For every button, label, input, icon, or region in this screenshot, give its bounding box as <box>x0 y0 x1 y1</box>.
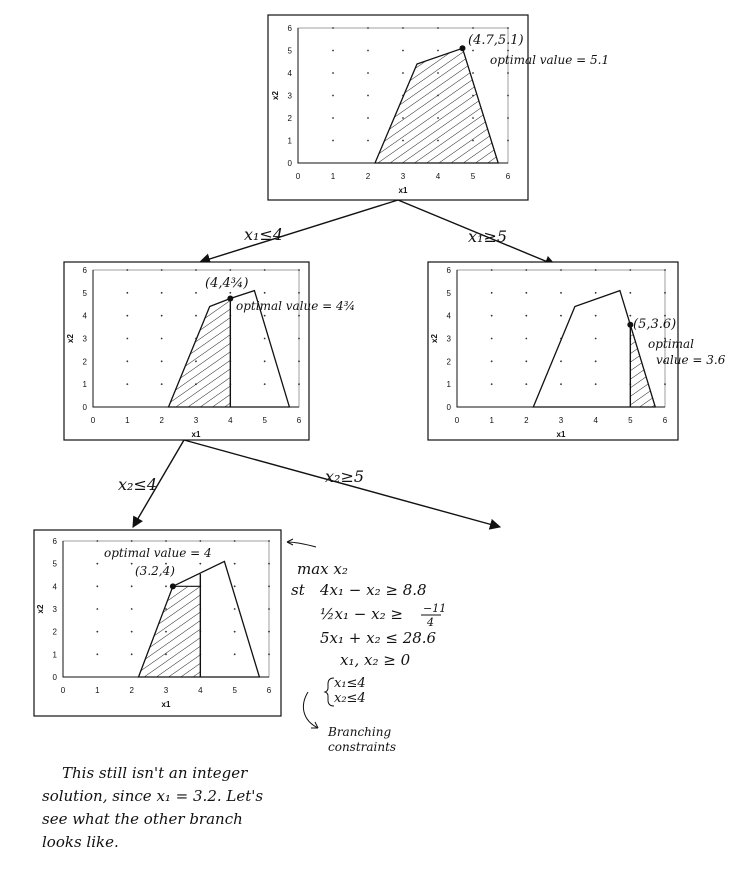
lattice-dot <box>96 608 98 610</box>
x-axis-label: x1 <box>191 430 201 439</box>
lattice-dot <box>491 315 493 317</box>
branch-label-root-left: x₁≤4 <box>244 225 284 244</box>
lattice-dot <box>234 653 236 655</box>
lattice-dot <box>161 360 163 362</box>
lattice-dot <box>491 383 493 385</box>
y-tick-label: 6 <box>82 266 87 275</box>
lattice-dot <box>264 292 266 294</box>
y-tick-label: 5 <box>287 46 292 56</box>
lattice-dot <box>298 383 300 385</box>
branching-note-line-2: constraints <box>328 740 397 754</box>
lattice-dot <box>525 292 527 294</box>
lattice-dot <box>161 315 163 317</box>
lattice-dot <box>96 585 98 587</box>
x-axis-label: x1 <box>161 700 171 709</box>
y-tick-label: 1 <box>52 650 57 660</box>
model-objective: max x₂ <box>297 560 348 578</box>
x-tick-label: 4 <box>593 416 598 425</box>
lattice-dot <box>367 72 369 74</box>
lattice-dot <box>264 383 266 385</box>
lattice-dot <box>264 360 266 362</box>
x-tick-label: 2 <box>129 686 134 695</box>
y-axis-label: x2 <box>430 334 439 343</box>
lattice-dot <box>229 292 231 294</box>
branching-constraint-2: x₂≤4 <box>334 691 366 706</box>
x-tick-label: 2 <box>365 172 371 181</box>
lattice-dot <box>268 608 270 610</box>
x-tick-label: 2 <box>524 416 529 425</box>
lattice-dot <box>332 27 334 29</box>
lattice-dot <box>595 338 597 340</box>
chart-left-point-label: (4,4¾) <box>205 276 249 291</box>
lattice-dot <box>96 631 98 633</box>
y-tick-label: 3 <box>82 334 87 344</box>
branching-note-line-1: Branching <box>328 725 392 739</box>
y-tick-label: 0 <box>446 403 451 412</box>
lattice-dot <box>595 269 597 271</box>
y-tick-label: 6 <box>287 24 292 33</box>
lattice-dot <box>268 540 270 542</box>
lattice-dot <box>131 563 133 565</box>
x-tick-label: 6 <box>505 172 511 181</box>
x-tick-label: 3 <box>558 416 564 425</box>
chart-root-point-label: (4.7,5.1) <box>468 33 524 48</box>
lattice-dot <box>367 27 369 29</box>
x-tick-label: 4 <box>198 686 203 695</box>
y-tick-label: 1 <box>82 380 87 390</box>
lattice-dot <box>560 315 562 317</box>
lattice-dot <box>131 585 133 587</box>
y-tick-label: 2 <box>446 357 451 367</box>
lattice-dot <box>402 50 404 52</box>
lattice-dot <box>507 27 509 29</box>
x-tick-label: 5 <box>262 416 267 425</box>
lattice-dot <box>332 140 334 142</box>
y-tick-label: 5 <box>52 559 57 569</box>
lattice-dot <box>268 631 270 633</box>
x-tick-label: 4 <box>435 172 441 181</box>
x-tick-label: 6 <box>662 416 668 425</box>
lattice-dot <box>165 540 167 542</box>
lattice-dot <box>367 117 369 119</box>
lattice-dot <box>507 50 509 52</box>
lattice-dot <box>96 563 98 565</box>
lattice-dot <box>525 315 527 317</box>
lattice-dot <box>560 383 562 385</box>
lattice-dot <box>629 269 631 271</box>
lattice-dot <box>491 338 493 340</box>
note-line-1: This still isn't an integer <box>62 764 248 782</box>
model-st-label: st <box>291 581 305 599</box>
branching-brace <box>325 678 334 706</box>
chart-right-optimal-value: value = 3.6 <box>656 353 726 367</box>
y-tick-label: 2 <box>52 627 57 637</box>
x-tick-label: 6 <box>266 686 272 695</box>
lattice-dot <box>264 315 266 317</box>
lattice-dot <box>126 292 128 294</box>
lattice-dot <box>525 338 527 340</box>
y-tick-label: 0 <box>287 159 292 168</box>
lattice-dot <box>195 315 197 317</box>
lattice-dot <box>161 269 163 271</box>
lattice-dot <box>507 95 509 97</box>
model-constraint-2: ½x₁ − x₂ ≥ <box>320 605 403 623</box>
x-tick-label: 0 <box>90 416 96 425</box>
lattice-dot <box>332 117 334 119</box>
lp-model <box>287 539 446 754</box>
branch-label-left-left: x₂≤4 <box>118 475 158 494</box>
x-axis-label: x1 <box>556 430 566 439</box>
chart-root-optimal-value: optimal value = 5.1 <box>490 53 610 67</box>
y-tick-label: 0 <box>82 403 87 412</box>
lattice-dot <box>560 360 562 362</box>
lattice-dot <box>199 540 201 542</box>
lattice-dot <box>472 27 474 29</box>
optimal-point <box>227 296 233 302</box>
y-axis-label: x2 <box>271 91 280 100</box>
y-tick-label: 4 <box>446 311 451 321</box>
lattice-dot <box>367 140 369 142</box>
branch-arrow-root-left <box>200 200 398 262</box>
model-constraint-1: 4x₁ − x₂ ≥ 8.8 <box>320 581 427 599</box>
lattice-dot <box>165 585 167 587</box>
chart-root <box>268 15 609 200</box>
x-tick-label: 3 <box>400 172 406 181</box>
x-tick-label: 0 <box>454 416 460 425</box>
note-line-2: solution, since x₁ = 3.2. Let's <box>42 787 264 805</box>
lattice-dot <box>131 608 133 610</box>
chart-bottom-point-label: (3.2,4) <box>135 564 175 578</box>
lattice-dot <box>332 72 334 74</box>
chart-right-frame <box>428 262 678 440</box>
x-tick-label: 4 <box>228 416 233 425</box>
lattice-dot <box>264 338 266 340</box>
lattice-dot <box>664 269 666 271</box>
lattice-dot <box>131 653 133 655</box>
y-tick-label: 5 <box>82 288 87 298</box>
y-axis-label: x2 <box>66 334 75 343</box>
lattice-dot <box>298 315 300 317</box>
lattice-dot <box>507 72 509 74</box>
lattice-dot <box>268 585 270 587</box>
lattice-dot <box>234 585 236 587</box>
lattice-dot <box>161 292 163 294</box>
lattice-dot <box>595 292 597 294</box>
x-tick-label: 2 <box>159 416 164 425</box>
lattice-dot <box>234 631 236 633</box>
optimal-point <box>170 583 176 589</box>
y-tick-label: 4 <box>82 311 87 321</box>
lattice-dot <box>367 50 369 52</box>
lattice-dot <box>161 383 163 385</box>
x-tick-label: 5 <box>470 172 476 181</box>
x-tick-label: 0 <box>295 172 301 181</box>
lattice-dot <box>367 95 369 97</box>
optimal-point <box>460 45 466 51</box>
y-tick-label: 6 <box>446 266 451 275</box>
lattice-dot <box>472 50 474 52</box>
lattice-dot <box>560 292 562 294</box>
lattice-dot <box>131 631 133 633</box>
lattice-dot <box>595 315 597 317</box>
branch-label-left-right: x₂≥5 <box>325 467 365 486</box>
conclusion-note <box>42 764 263 851</box>
lattice-dot <box>126 269 128 271</box>
lattice-dot <box>664 383 666 385</box>
lattice-dot <box>332 95 334 97</box>
lattice-dot <box>195 269 197 271</box>
lattice-dot <box>595 360 597 362</box>
y-tick-label: 3 <box>287 91 292 101</box>
lattice-dot <box>268 563 270 565</box>
lattice-dot <box>664 292 666 294</box>
y-tick-label: 0 <box>52 673 57 682</box>
y-tick-label: 3 <box>52 605 57 614</box>
branch-label-root-right: x₁≥5 <box>468 227 508 246</box>
lattice-dot <box>298 269 300 271</box>
chart-right-optimal-label: optimal <box>648 337 694 351</box>
y-tick-label: 2 <box>287 114 292 123</box>
lattice-dot <box>234 608 236 610</box>
model-constraint-3: 5x₁ + x₂ ≤ 28.6 <box>320 629 437 647</box>
lattice-dot <box>126 360 128 362</box>
y-tick-label: 5 <box>446 288 451 298</box>
lattice-dot <box>525 360 527 362</box>
lattice-dot <box>96 540 98 542</box>
lattice-dot <box>264 269 266 271</box>
lattice-dot <box>96 653 98 655</box>
chart-left <box>64 262 355 440</box>
chart-right <box>428 262 726 440</box>
lattice-dot <box>402 27 404 29</box>
lattice-dot <box>595 383 597 385</box>
lattice-dot <box>298 338 300 340</box>
lattice-dot <box>402 72 404 74</box>
x-tick-label: 0 <box>60 686 66 695</box>
model-constraint-4: x₁, x₂ ≥ 0 <box>340 651 411 669</box>
lattice-dot <box>199 563 201 565</box>
y-tick-label: 1 <box>446 380 451 390</box>
note-line-3: see what the other branch <box>42 810 243 828</box>
lattice-dot <box>268 653 270 655</box>
x-tick-label: 3 <box>193 416 199 425</box>
y-axis-label: x2 <box>36 604 45 614</box>
model-constraint-2-numerator: −11 <box>423 602 447 615</box>
y-tick-label: 2 <box>82 357 87 367</box>
lattice-dot <box>161 338 163 340</box>
lattice-dot <box>629 292 631 294</box>
x-tick-label: 5 <box>628 416 633 425</box>
y-tick-label: 3 <box>446 334 451 344</box>
lattice-dot <box>126 315 128 317</box>
lattice-dot <box>298 292 300 294</box>
chart-right-point-label: (5,3.6) <box>633 317 677 332</box>
lattice-dot <box>437 50 439 52</box>
lattice-dot <box>332 50 334 52</box>
lattice-dot <box>525 269 527 271</box>
lattice-dot <box>234 563 236 565</box>
y-tick-label: 1 <box>287 136 292 146</box>
chart-bottom-optimal-value: optimal value = 4 <box>104 546 212 560</box>
lattice-dot <box>560 269 562 271</box>
x-tick-label: 3 <box>163 686 169 695</box>
x-tick-label: 6 <box>296 416 302 425</box>
note-line-4: looks like. <box>42 833 119 851</box>
x-tick-label: 1 <box>95 686 100 695</box>
lattice-dot <box>507 140 509 142</box>
lattice-dot <box>229 269 231 271</box>
branching-constraint-1: x₁≤4 <box>334 676 366 691</box>
lattice-dot <box>131 540 133 542</box>
x-axis-label: x1 <box>398 186 408 195</box>
chart-left-optimal-value: optimal value = 4¾ <box>236 299 356 313</box>
lattice-dot <box>491 292 493 294</box>
lattice-dot <box>126 383 128 385</box>
x-tick-label: 1 <box>125 416 130 425</box>
chart-bottom <box>34 530 281 716</box>
x-tick-label: 5 <box>232 686 237 695</box>
lattice-dot <box>491 360 493 362</box>
lattice-dot <box>525 383 527 385</box>
lattice-dot <box>472 72 474 74</box>
y-tick-label: 6 <box>52 537 57 546</box>
lattice-dot <box>298 360 300 362</box>
lattice-dot <box>195 292 197 294</box>
x-tick-label: 1 <box>489 416 494 425</box>
lattice-dot <box>126 338 128 340</box>
y-tick-label: 4 <box>52 582 57 592</box>
lattice-dot <box>437 27 439 29</box>
x-tick-label: 1 <box>330 172 336 181</box>
lattice-dot <box>491 269 493 271</box>
model-constraint-2-denominator: 4 <box>427 616 434 629</box>
lattice-dot <box>234 540 236 542</box>
lattice-dot <box>507 117 509 119</box>
lattice-dot <box>629 315 631 317</box>
y-tick-label: 4 <box>287 69 292 78</box>
